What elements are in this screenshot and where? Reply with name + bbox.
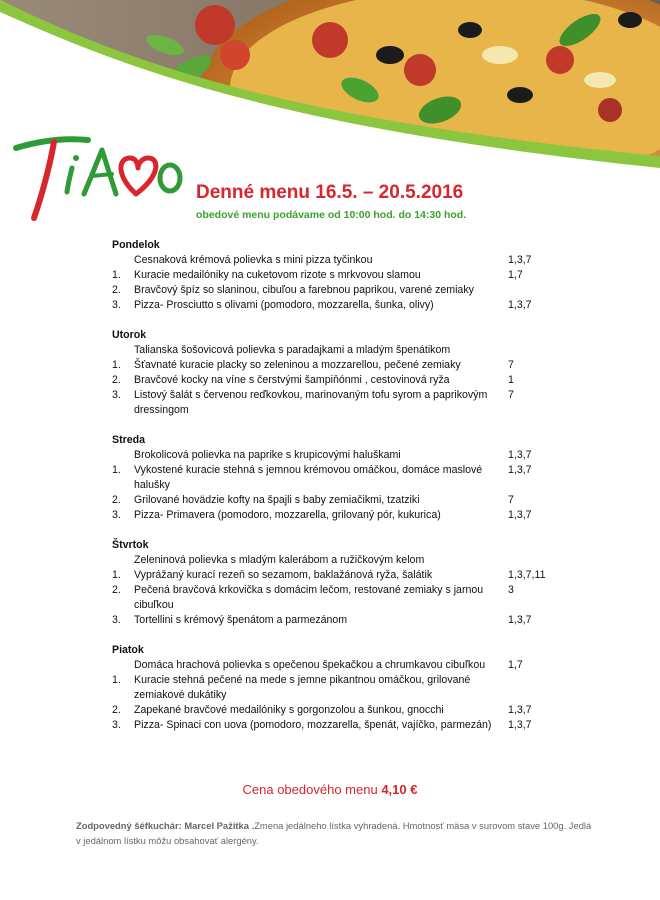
allergens: 1,3,7 xyxy=(508,509,532,521)
dish-name: Zapekané bravčové medailóniky s gorgonzolou a šunkou, gnocchi xyxy=(134,704,444,716)
dish-number: 3. xyxy=(112,614,121,626)
menu-days xyxy=(112,238,552,748)
allergens: 1,3,7 xyxy=(508,614,532,626)
dish-name: Domáca hrachová polievka s opečenou špekačkou a chrumkavou cibuľkou xyxy=(134,659,486,671)
dish-name: Pizza- Spinaci con uova (pomodoro, mozzarella, špenát, vajíčko, parmezán) xyxy=(134,719,492,731)
footer-text: Zmena jedálneho lístka vyhradená. Hmotnosť mäsa v surovom stave 100g. Jedlá v jedálnom lístku môžu obsahovať alergény. xyxy=(76,820,592,846)
dish-number: 1. xyxy=(112,269,121,281)
dish-row xyxy=(112,613,552,628)
allergens: 1,3,7,11 xyxy=(508,569,546,581)
dish-name: Talianska šošovicová polievka s paradajkami a mladým špenátikom xyxy=(134,344,451,356)
dish-number: 2. xyxy=(112,494,121,506)
soup-row xyxy=(112,448,552,463)
dish-name: Bravčový špíz so slaninou, cibuľou a farebnou paprikou, varené zemiaky xyxy=(134,284,474,296)
day-name: Utorok xyxy=(112,329,147,341)
day-name: Pondelok xyxy=(112,239,160,251)
day-name: Štvrtok xyxy=(112,539,149,551)
dish-number: 1. xyxy=(112,464,121,476)
dish-number: 1. xyxy=(112,359,121,371)
dish-name: Bravčové kocky na víne s čerstvými šampiňónmi , cestovinová ryža xyxy=(134,374,450,386)
dish-number xyxy=(112,448,134,463)
allergens: 1 xyxy=(508,374,514,386)
allergens: 3 xyxy=(508,584,514,596)
allergens: 1,7 xyxy=(508,269,523,281)
dish-row xyxy=(112,358,552,373)
soup-row xyxy=(112,658,552,673)
allergens: 7 xyxy=(508,359,514,371)
dish-name: Cesnaková krémová polievka s mini pizza tyčinkou xyxy=(134,254,373,266)
allergens: 7 xyxy=(508,494,514,506)
dish-name: Brokolicová polievka na paprike s krupicovými haluškami xyxy=(134,449,401,461)
soup-row xyxy=(112,343,552,358)
dish-row xyxy=(112,388,552,418)
dish-number xyxy=(112,553,134,568)
dish-number: 3. xyxy=(112,719,121,731)
dish-number: 2. xyxy=(112,284,121,296)
day-section xyxy=(112,238,552,313)
menu-subtitle: obedové menu podávame od 10:00 hod. do 14:30 hod. xyxy=(196,209,467,221)
tiamo-logo xyxy=(12,110,192,230)
price-label: Cena obedového menu xyxy=(242,782,378,797)
price-value: 4,10 € xyxy=(381,782,418,797)
menu-title: Denné menu 16.5. – 20.5.2016 xyxy=(196,182,464,203)
chef-label: Zodpovedný šéfkuchár: Marcel Pažitka . xyxy=(76,820,255,831)
dish-row xyxy=(112,508,552,523)
dish-row xyxy=(112,268,552,283)
dish-row xyxy=(112,463,552,493)
dish-row xyxy=(112,493,552,508)
day-section xyxy=(112,538,552,628)
dish-number: 2. xyxy=(112,704,121,716)
dish-name: Vyprážaný kurací rezeň so sezamom, baklažánová ryža, šalátik xyxy=(134,569,433,581)
dish-row xyxy=(112,673,552,703)
dish-name: Pizza- Prosciutto s olivami (pomodoro, mozzarella, šunka, olivy) xyxy=(134,299,434,311)
dish-row xyxy=(112,583,552,613)
allergens: 1,3,7 xyxy=(508,719,532,731)
dish-number: 3. xyxy=(112,509,121,521)
dish-number xyxy=(112,253,134,268)
footer-note xyxy=(76,818,596,848)
dish-number xyxy=(112,343,134,358)
dish-name: Pizza- Primavera (pomodoro, mozzarella, grilovaný pór, kukurica) xyxy=(134,509,441,521)
allergens: 1,7 xyxy=(508,659,523,671)
soup-row xyxy=(112,553,552,568)
allergens: 7 xyxy=(508,389,514,401)
allergens: 1,3,7 xyxy=(508,254,532,266)
dish-name: Šťavnaté kuracie placky so zeleninou a mozzarellou, pečené zemiaky xyxy=(134,359,461,371)
allergens: 1,3,7 xyxy=(508,704,532,716)
dish-row xyxy=(112,298,552,313)
day-name: Piatok xyxy=(112,644,144,656)
price-line xyxy=(0,782,660,797)
dish-row xyxy=(112,283,552,298)
dish-name: Zeleninová polievka s mladým kalerábom a ružičkovým kelom xyxy=(134,554,425,566)
dish-row xyxy=(112,718,552,733)
dish-row xyxy=(112,568,552,583)
dish-number: 3. xyxy=(112,299,121,311)
dish-name: Listový šalát s červenou reďkovkou, marinovaným tofu syrom a paprikovým dressingom xyxy=(134,389,488,416)
dish-number xyxy=(112,658,134,673)
day-section xyxy=(112,328,552,418)
day-section xyxy=(112,433,552,523)
dish-name: Grilované hovädzie kofty na špajli s baby zemiačikmi, tzatziki xyxy=(134,494,420,506)
dish-number: 1. xyxy=(112,569,121,581)
day-section xyxy=(112,643,552,733)
dish-row xyxy=(112,703,552,718)
dish-name: Vykostené kuracie stehná s jemnou krémovou omáčkou, domáce maslové halušky xyxy=(134,464,483,491)
dish-number: 2. xyxy=(112,584,121,596)
dish-row xyxy=(112,373,552,388)
dish-number: 2. xyxy=(112,374,121,386)
dish-name: Kuracie medailóniky na cuketovom rizote s mrkvovou slamou xyxy=(134,269,421,281)
dish-number: 1. xyxy=(112,674,121,686)
dish-number: 3. xyxy=(112,389,121,401)
dish-name: Kuracie stehná pečené na mede s jemne pikantnou omáčkou, grilované zemiakové dukátiky xyxy=(134,674,471,701)
allergens: 1,3,7 xyxy=(508,464,532,476)
day-name: Streda xyxy=(112,434,145,446)
dish-name: Tortellini s krémový špenátom a parmezánom xyxy=(134,614,348,626)
allergens: 1,3,7 xyxy=(508,449,532,461)
allergens: 1,3,7 xyxy=(508,299,532,311)
soup-row xyxy=(112,253,552,268)
dish-name: Pečená bravčová krkovička s domácim lečom, restované zemiaky s jarnou cibuľkou xyxy=(134,584,484,611)
